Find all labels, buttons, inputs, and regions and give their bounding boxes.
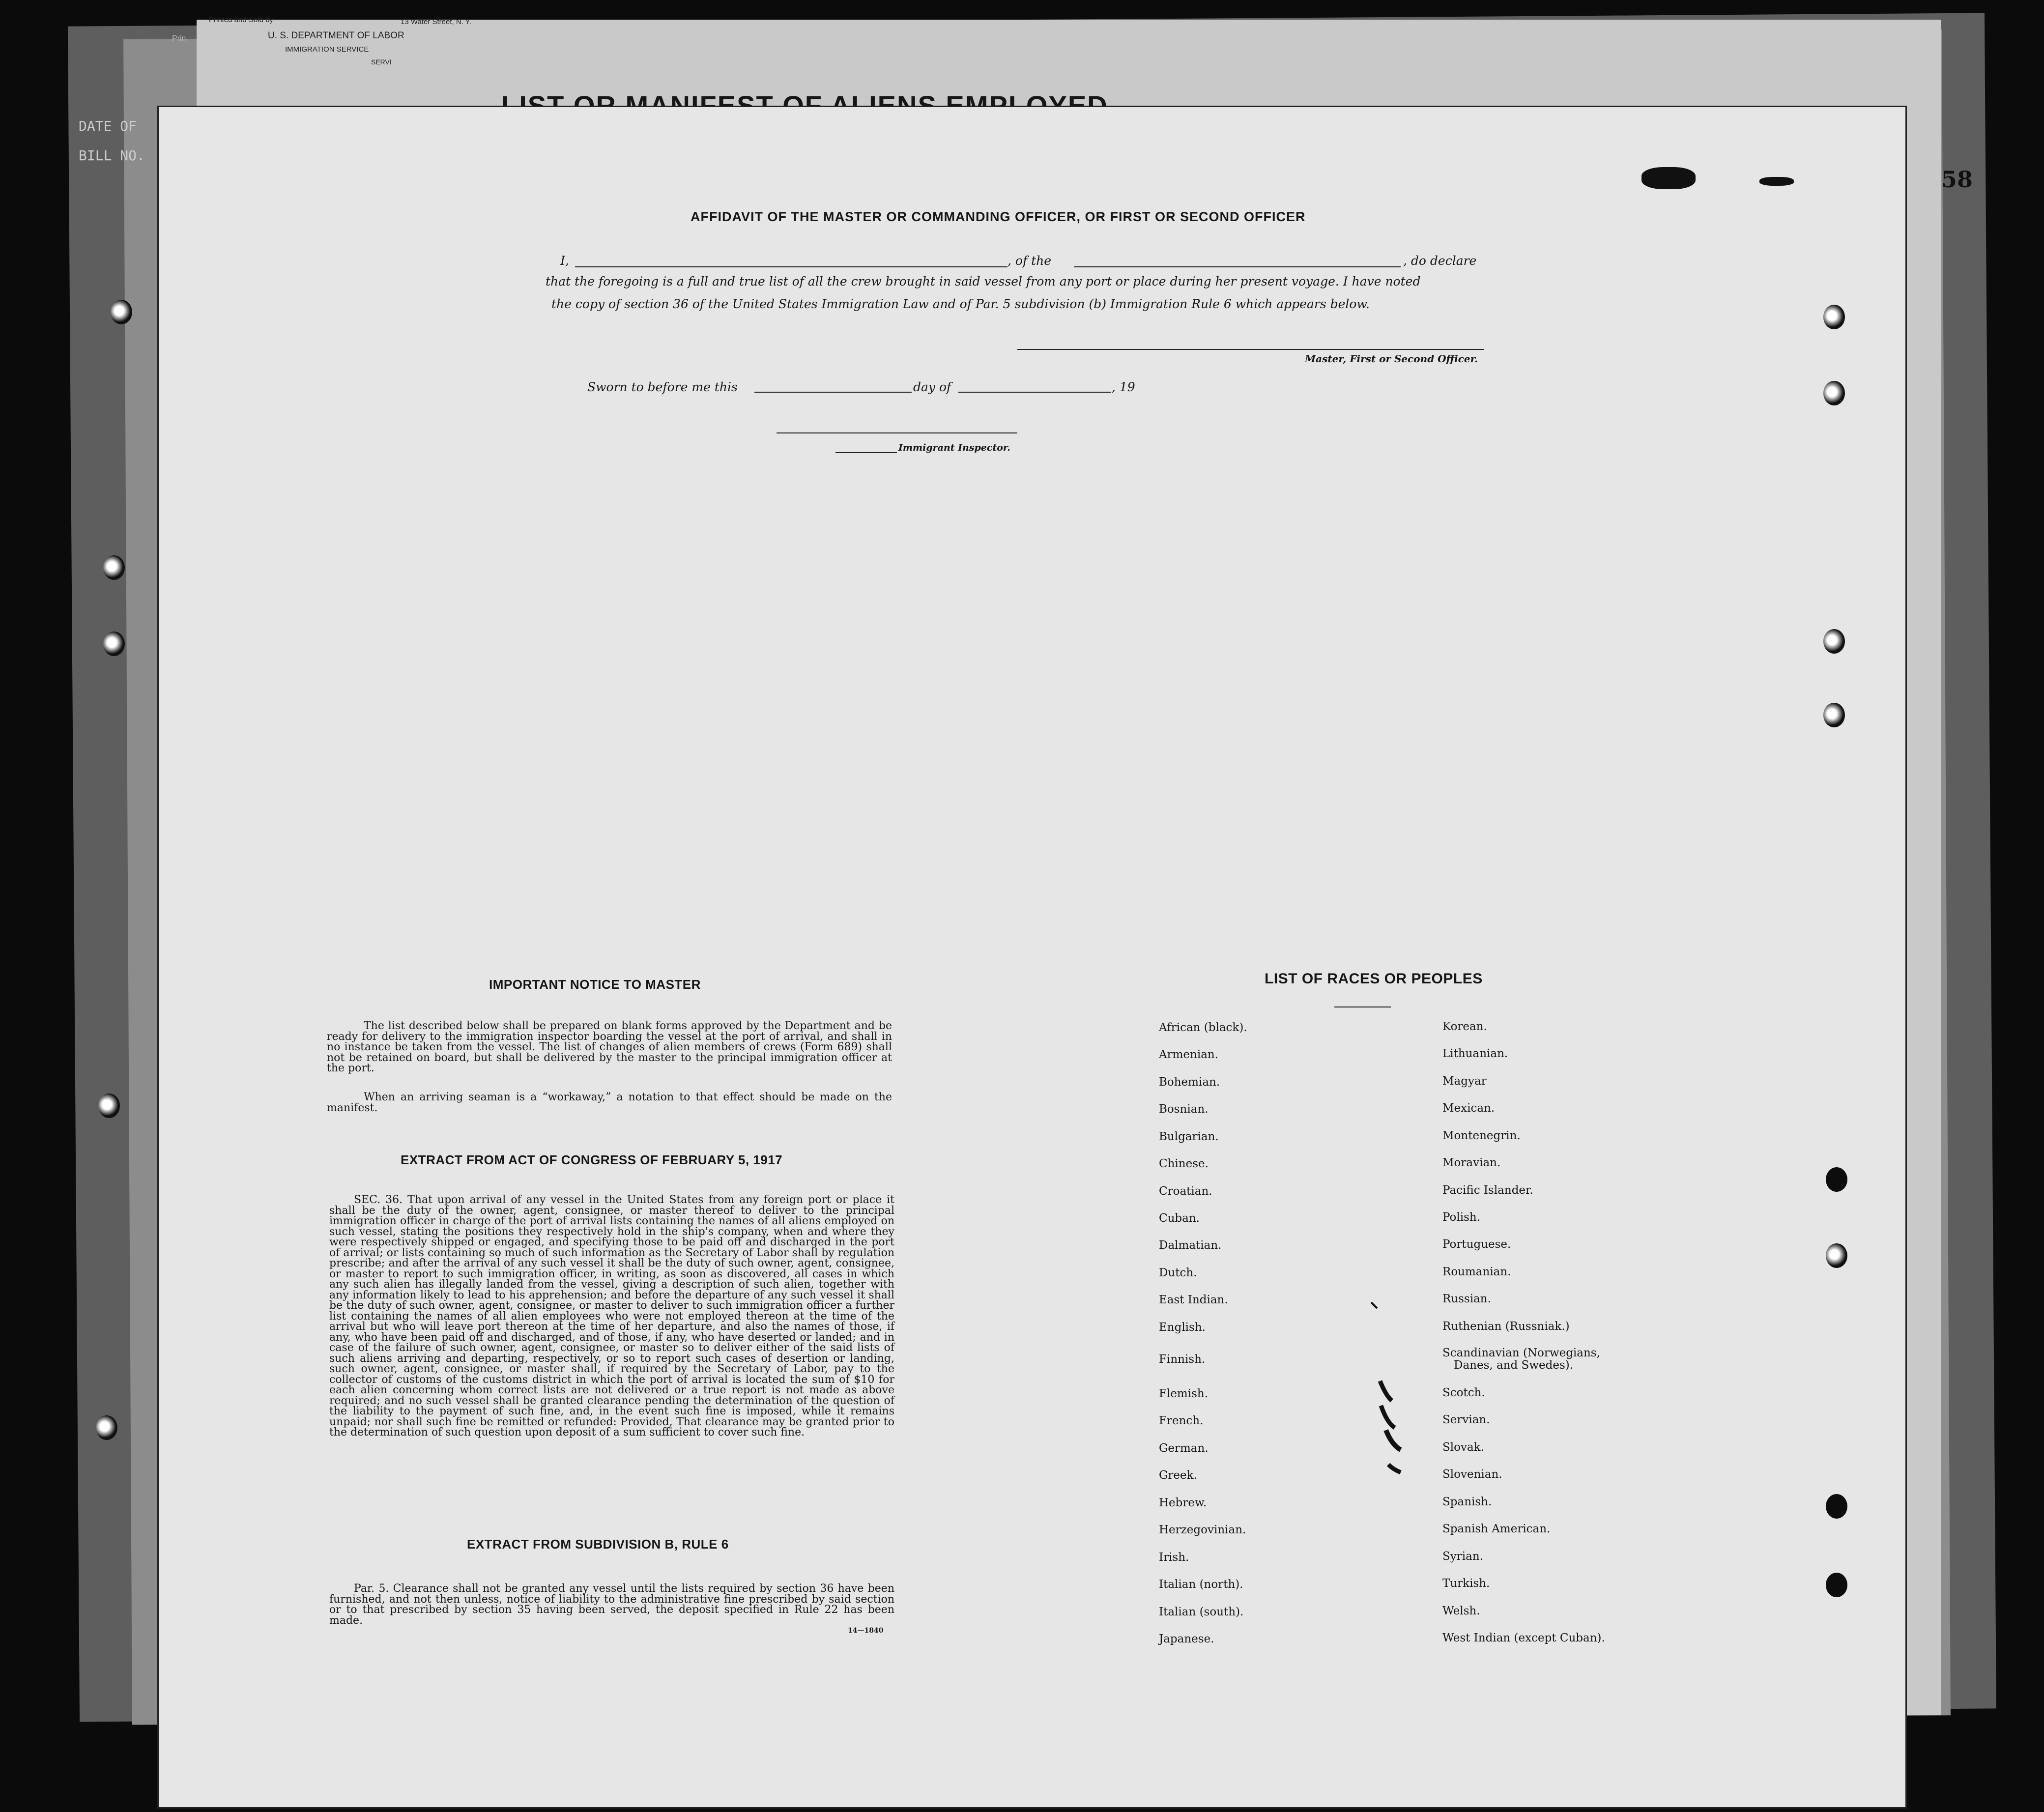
race-item: Spanish. [1442, 1496, 1492, 1508]
race-item: African (black). [1159, 1021, 1247, 1034]
vessel-name-line [1074, 266, 1401, 267]
punch-hole [1823, 629, 1845, 654]
declarant-name-line [575, 266, 1008, 267]
department-line: U. S. DEPARTMENT OF LABOR [268, 30, 404, 41]
notice-paragraph-1: The list described below shall be prepared on blank forms approved by the Department and be ready for delivery to the immigration inspector boarding the vessel at the port of arrival, and shall in no instance be taken from the vessel. The list of changes of alien members of crews (Form 689) shall not be retained on board, but shall be delivered by the master to the principal immigration officer at the port. [327, 1020, 892, 1074]
punch-hole [103, 555, 125, 580]
vessel-prefix: , of the [1008, 254, 1052, 268]
race-item: East Indian. [1159, 1294, 1228, 1306]
affidavit-line-3: the copy of section 36 of the United States Immigration Law and of Par. 5 subdivision (b) Immigration Rule 6 which appears below. [551, 297, 1370, 311]
race-item: Turkish. [1442, 1577, 1490, 1590]
race-item: Syrian. [1442, 1550, 1483, 1563]
race-item: Welsh. [1442, 1605, 1480, 1617]
race-item: Croatian. [1159, 1185, 1212, 1198]
punch-hole [1823, 381, 1845, 405]
race-item: Dutch. [1159, 1266, 1197, 1279]
race-item: Lithuanian. [1442, 1047, 1508, 1060]
notice-paragraph-2: When an arriving seaman is a “workaway,” a notation to that effect should be made on the manifest. [327, 1091, 892, 1114]
punch-hole [1823, 305, 1845, 329]
race-item: Polish. [1442, 1211, 1481, 1224]
race-item: Ruthenian (Russniak.) [1442, 1320, 1570, 1333]
act-extract-title: EXTRACT FROM ACT OF CONGRESS OF FEBRUARY 5, 1917 [401, 1152, 783, 1167]
race-item: Servian. [1442, 1413, 1490, 1426]
race-item: Chinese. [1159, 1157, 1209, 1170]
punch-hole [103, 632, 125, 656]
servi-label: SERVI [371, 58, 392, 66]
race-item: English. [1159, 1321, 1206, 1334]
affidavit-line-2: that the foregoing is a full and true list of all the crew brought in said vessel from any port or place during her present voyage. I have noted [546, 274, 1421, 288]
inspector-signature-line [777, 432, 1017, 433]
race-item: Portuguese. [1442, 1238, 1511, 1251]
race-item: Slovenian. [1442, 1468, 1502, 1481]
race-item: Italian (south). [1159, 1606, 1244, 1618]
declare-suffix: , do declare [1403, 254, 1477, 268]
race-item: Slovak. [1442, 1441, 1484, 1454]
race-item: Hebrew. [1159, 1496, 1207, 1509]
race-item: Irish. [1159, 1551, 1189, 1564]
race-item: Herzegovinian. [1159, 1524, 1246, 1536]
race-item: German. [1159, 1442, 1209, 1455]
master-signature-label: Master, First or Second Officer. [1305, 353, 1478, 365]
printer-line: Printed and Sold by [209, 16, 273, 24]
race-item: Spanish American. [1442, 1523, 1551, 1535]
race-item: Japanese. [1159, 1633, 1214, 1645]
rule-extract-title: EXTRACT FROM SUBDIVISION B, RULE 6 [467, 1537, 729, 1552]
race-item: Flemish. [1159, 1387, 1209, 1400]
race-item: Scotch. [1442, 1386, 1485, 1399]
bill-label: BILL NO. [79, 147, 145, 164]
page-number: 58 [1941, 166, 1973, 193]
punch-hole [1826, 1167, 1847, 1192]
punch-hole [1826, 1573, 1847, 1597]
form-number: 14—1840 [848, 1627, 884, 1635]
race-item: Bulgarian. [1159, 1130, 1219, 1143]
affidavit-sheet [157, 106, 1907, 1809]
race-item: Montenegrin. [1442, 1129, 1521, 1142]
race-item: Armenian. [1159, 1048, 1219, 1061]
race-item: Finnish. [1159, 1353, 1206, 1366]
pen-tick-marks [1366, 1297, 1420, 1484]
printer-address: 13 Water Street, N. Y. [401, 18, 471, 26]
punch-hole [1826, 1494, 1847, 1519]
race-item: Cuban. [1159, 1212, 1200, 1225]
sworn-day-line [754, 392, 912, 393]
punch-hole [98, 1093, 120, 1118]
act-extract-text: SEC. 36. That upon arrival of any vessel in the United States from any foreign port or place it shall be the duty of the owner, agent, consignee, or master thereof to deliver to the principal immigration officer in charge of the port of arrival lists containing the names of all aliens employed on such vessel, stating the positions they respectively hold in the ship's company, when and where they were respectively shipped or engaged, and specifying those to be paid off and discharged in the port of arrival; or lists containing so much of such information as the Secretary of Labor shall by regulation prescribe; and after the arrival of any such vessel it shall be the duty of such owner, agent, consignee, or master to report to such immigration officer, in writing, as soon as discovered, all cases in which any such alien has illegally landed from the vessel, giving a description of such alien, together with any information likely to lead to his apprehension; and before the departure of any such vessel it shall be the duty of such owner, agent, consignee, or master to deliver to such immigration officer a further list containing the names of all alien employees who were not employed thereon at the time of the arrival but who will leave port thereon at the time of her departure, and also the names of those, if any, who have been paid off and discharged, and of those, if any, who have deserted or landed; and in case of the failure of such owner, agent, consignee, or master so to deliver either of the said lists of such aliens arriving and departing, respectively, or so to report such cases of desertion or landing, such owner, agent, consignee, or master shall, if required by the Secretary of Labor, pay to the collector of customs of the customs district in which the port of arrival is located the sum of $10 for each alien concerning whom correct lists are not delivered or a true report is not made as above required; and no such vessel shall be granted clearance pending the determination of the question of the liability to the payment of such fine, and, in the event such fine is imposed, while it remains unpaid; nor shall such fine be remitted or refunded: Provided, That clearance may be granted prior to the determination of such question upon deposit of a sum sufficient to cover such fine. [329, 1194, 894, 1438]
race-item: Danes, and Swedes). [1454, 1359, 1574, 1372]
inspector-label: Immigrant Inspector. [898, 442, 1010, 453]
race-item: Dalmatian. [1159, 1239, 1222, 1252]
rule-extract-text: Par. 5. Clearance shall not be granted any vessel until the lists required by section 36 have been furnished, and not then unless, notice of liability to the administrative fine prescribed by said section or to that prescribed by section 35 having been served, the deposit specified in Rule 22 has been made. [329, 1582, 894, 1627]
races-title: LIST OF RACES OR PEOPLES [1265, 971, 1483, 987]
punch-hole [111, 300, 132, 324]
race-item: Bosnian. [1159, 1103, 1209, 1116]
date-label: DATE OF [79, 118, 137, 134]
race-item: West Indian (except Cuban). [1442, 1632, 1605, 1644]
sworn-prefix: Sworn to before me this [587, 380, 738, 394]
declarant-prefix: I, [560, 254, 569, 268]
race-item: Magyar [1442, 1075, 1487, 1088]
service-line: IMMIGRATION SERVICE [285, 45, 369, 54]
race-item: Russian. [1442, 1293, 1491, 1305]
race-item: Korean. [1442, 1020, 1487, 1033]
inspector-prefix-line [835, 452, 897, 453]
race-item: Mexican. [1442, 1102, 1495, 1115]
race-item: Greek. [1159, 1469, 1197, 1482]
prin-label: Prin [172, 34, 186, 43]
master-signature-line [1017, 349, 1484, 350]
affidavit-title: AFFIDAVIT OF THE MASTER OR COMMANDING OFFICER, OR FIRST OR SECOND OFFICER [691, 209, 1306, 224]
race-item: Moravian. [1442, 1156, 1501, 1169]
ink-smudge [1759, 177, 1794, 186]
punch-hole [96, 1415, 117, 1440]
race-item: Italian (north). [1159, 1578, 1243, 1591]
sworn-year-label: , 19 [1112, 380, 1135, 394]
punch-hole [1823, 703, 1845, 727]
race-item: Roumanian. [1442, 1266, 1511, 1278]
sworn-day-label: day of [913, 380, 951, 394]
race-item: Scandinavian (Norwegians, [1442, 1347, 1600, 1359]
race-item: Pacific Islander. [1442, 1184, 1533, 1197]
ink-smudge [1641, 167, 1696, 189]
notice-title: IMPORTANT NOTICE TO MASTER [489, 977, 701, 992]
sworn-month-line [958, 392, 1111, 393]
punch-hole [1826, 1243, 1847, 1268]
race-item: Bohemian. [1159, 1076, 1220, 1089]
race-item: French. [1159, 1414, 1204, 1427]
